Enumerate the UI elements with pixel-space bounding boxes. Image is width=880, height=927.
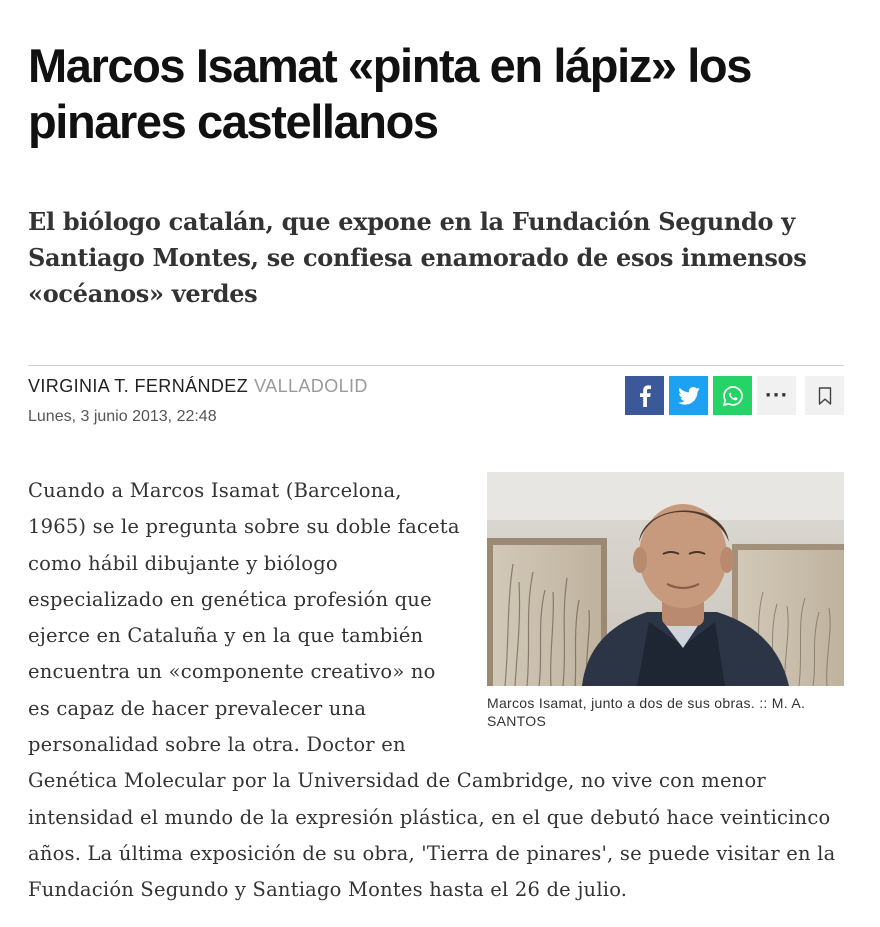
article-subtitle: El biólogo catalán, que expone en la Fundación Segundo y Santiago Montes, se confiesa enamorado de esos inmensos «océanos» verdes — [28, 207, 807, 308]
twitter-icon — [678, 387, 700, 405]
bookmark-icon — [818, 387, 832, 405]
divider — [28, 365, 844, 366]
share-facebook-button[interactable] — [625, 376, 664, 415]
facebook-icon — [639, 385, 651, 407]
more-share-button[interactable] — [757, 376, 796, 415]
figure-spacer — [462, 473, 844, 735]
share-bar — [625, 376, 844, 415]
article-body — [28, 473, 844, 909]
photo-caption: Marcos Isamat, junto a dos de sus obras. :: M. A. SANTOS — [487, 695, 806, 729]
bookmark-button[interactable] — [805, 376, 844, 415]
publish-date: Lunes, 3 junio 2013, 22:48 — [28, 408, 217, 425]
article-paragraph: Cuando a Marcos Isamat (Barcelona, 1965) se le pregunta sobre su doble faceta como hábil dibujante y biólogo especializado en genética profesión que ejerce en Cataluña y en la que también encuentra un «componente creativo» no es capaz de hacer prevalecer una personalidad sobre la otra. Doctor en Genética Molecular por la Universidad de Cambridge, no vive con menor intensidad el mundo de la expresión plástica, en el que debutó hace veinticinco años. La última exposición de su obra, 'Tierra de pinares', se puede visitar en la Fundación Segundo y Santiago Montes hasta el 26 de julio. — [28, 479, 836, 902]
article-title: Marcos Isamat «pinta en lápiz» los pinares castellanos — [28, 39, 751, 148]
share-twitter-button[interactable] — [669, 376, 708, 415]
author-name[interactable]: VIRGINIA T. FERNÁNDEZ — [28, 376, 249, 396]
whatsapp-icon — [722, 385, 744, 407]
share-whatsapp-button[interactable] — [713, 376, 752, 415]
location: VALLADOLID — [254, 376, 368, 396]
byline — [28, 376, 368, 397]
more-icon: ··· — [764, 385, 789, 406]
